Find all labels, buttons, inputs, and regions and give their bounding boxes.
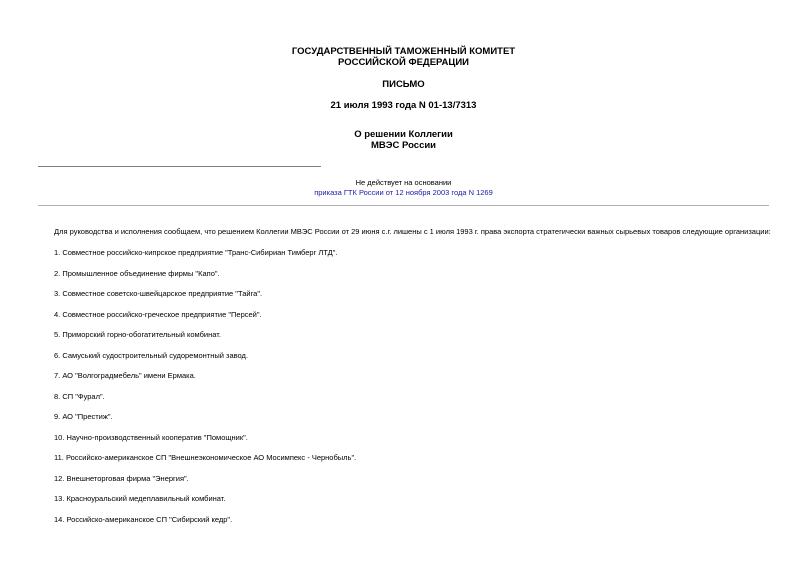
document-subject-line1: О решении Коллегии	[354, 129, 453, 140]
status-divider	[38, 205, 769, 206]
list-item: 14. Российско-американское СП "Сибирский кедр".	[54, 514, 233, 524]
intro-paragraph: Для руководства и исполнения сообщаем, что решением Коллегии МВЭС России от 29 июня с.г. лишены с 1 июля 1993 г. права экспорта стратегически важных сырьевых товаров следующие организации:	[54, 227, 771, 236]
list-item: 9. АО "Престиж".	[54, 412, 113, 421]
issuing-authority-line2: РОССИЙСКОЙ ФЕДЕРАЦИИ	[337, 57, 469, 68]
list-item: 2. Промышленное объединение фирмы "Капо".	[54, 268, 220, 278]
list-item: 7. АО "Волгоградмебель" имени Ермака.	[54, 371, 196, 380]
document-type: ПИСЬМО	[382, 79, 425, 90]
header-divider	[38, 166, 321, 167]
list-item: 11. Российско-американское СП "Внешнеэкономическое АО Мосимпекс - Чернобыль".	[54, 453, 357, 462]
document-date-number: 21 июля 1993 года N 01-13/7313	[330, 100, 477, 111]
list-item: 12. Внешнеторговая фирма "Энергия".	[54, 473, 189, 483]
list-item: 10. Научно-производственный кооператив "Помощник".	[54, 432, 248, 442]
list-item: 6. Самуський судостроительный судоремонтный завод.	[54, 350, 249, 360]
list-item: 13. Красноуральский медеплавильный комбинат.	[54, 494, 226, 503]
issuing-authority-line1: ГОСУДАРСТВЕННЫЙ ТАМОЖЕННЫЙ КОМИТЕТ	[291, 46, 516, 57]
list-item: 4. Совместное российско-греческое предприятие "Персей".	[54, 309, 262, 319]
list-item: 5. Приморский горно-обогатительный комбинат.	[54, 330, 221, 339]
list-item: 8. СП "Фурал".	[54, 391, 105, 401]
document-subject-line2: МВЭС России	[370, 140, 437, 151]
list-item: 1. Совместное российско-кипрское предприятие "Транс-Сибириан Тимберг ЛТД".	[54, 248, 338, 257]
status-notice: Не действует на основании	[355, 178, 452, 187]
repeal-order-link[interactable]: приказа ГТК России от 12 ноября 2003 года N 1269	[314, 188, 493, 197]
list-item: 3. Совместное советско-швейцарское предприятие "Тайга".	[54, 289, 263, 298]
